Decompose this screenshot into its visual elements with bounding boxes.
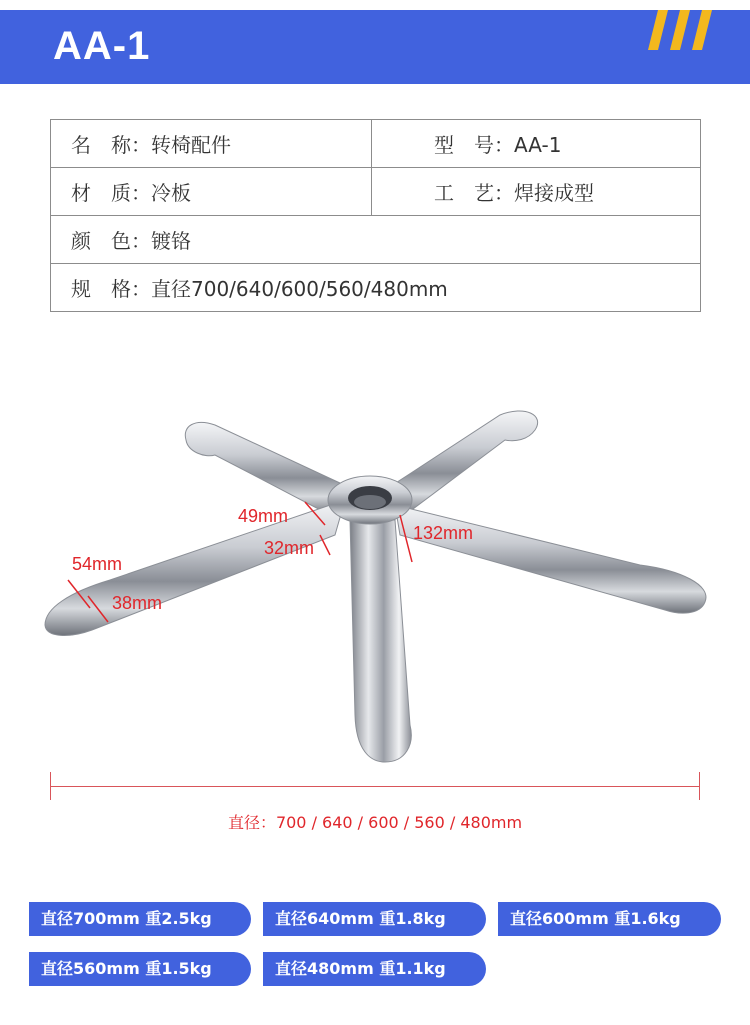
material-label: 材 质： [71, 181, 151, 205]
craft-label: 工 艺： [434, 181, 514, 205]
size-value: 直径700/640/600/560/480mm [151, 277, 448, 301]
color-label: 颜 色： [71, 229, 151, 253]
dimension-label: 49mm [238, 506, 289, 526]
variant-badge: 直径640mm 重1.8kg [263, 902, 486, 936]
model-label: 型 号： [434, 133, 514, 157]
header-banner [0, 10, 750, 84]
decorative-stripes-icon [640, 10, 720, 50]
diameter-scale-line [50, 786, 700, 787]
craft-value: 焊接成型 [514, 181, 594, 205]
spec-row [51, 168, 701, 216]
model-value: AA-1 [514, 133, 562, 157]
spec-row [51, 120, 701, 168]
dimension-label: 32mm [264, 538, 315, 558]
variant-badge: 直径560mm 重1.5kg [29, 952, 251, 986]
dimension-label: 54mm [72, 554, 123, 574]
dimension-label: 132mm [413, 523, 474, 543]
material-value: 冷板 [151, 181, 191, 205]
dimension-label: 38mm [112, 593, 163, 613]
size-label: 规 格： [71, 277, 151, 301]
variant-badge: 直径480mm 重1.1kg [263, 952, 486, 986]
color-value: 镀铬 [151, 229, 191, 253]
scale-end-marker [699, 772, 700, 800]
spec-table [50, 119, 701, 312]
variant-badge: 直径600mm 重1.6kg [498, 902, 721, 936]
name-value: 转椅配件 [151, 133, 231, 157]
spec-row [51, 264, 701, 312]
spec-row [51, 216, 701, 264]
variant-badge: 直径700mm 重2.5kg [29, 902, 251, 936]
name-label: 名 称： [71, 133, 151, 157]
page-title: AA-1 [53, 24, 151, 68]
diameter-note: 直径：700 / 640 / 600 / 560 / 480mm [227, 813, 523, 832]
